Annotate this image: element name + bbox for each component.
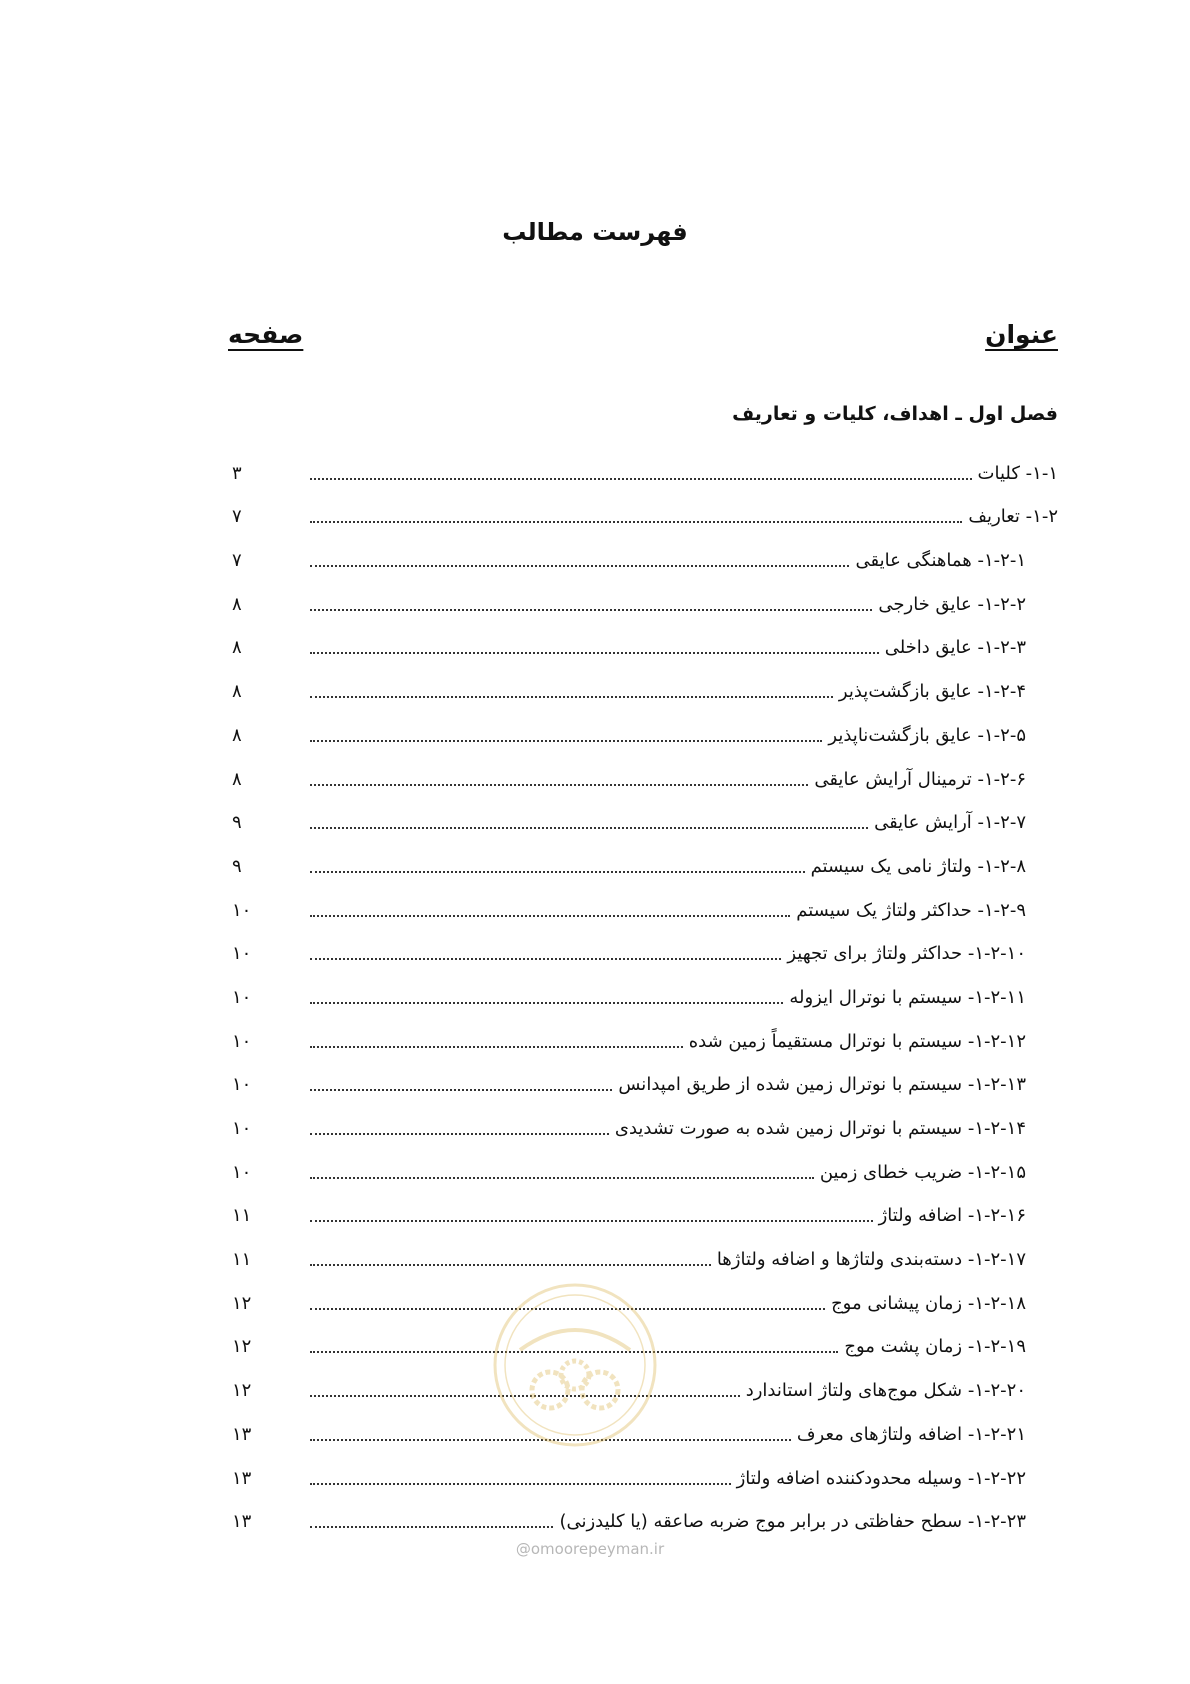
toc-entry[interactable] [228, 929, 1058, 973]
toc-entry[interactable] [228, 579, 1058, 623]
title-column-header: عنوان [985, 320, 1058, 349]
dot-leader [310, 696, 833, 698]
toc-page-number: ۷ [232, 506, 242, 528]
toc-entry[interactable] [228, 666, 1058, 710]
dot-leader [310, 652, 879, 654]
toc-entry[interactable] [228, 972, 1058, 1016]
toc-entry-title: ۱-۲-۹- حداکثر ولتاژ یک سیستم [796, 899, 1026, 921]
dot-leader [310, 1002, 783, 1004]
toc-entry-title: ۱-۲-۲۰- شکل موج‌های ولتاژ استاندارد [745, 1380, 1026, 1402]
toc-page-number: ۷ [232, 550, 242, 572]
toc-entry-title: ۱-۲-۱۵- ضریب خطای زمین [819, 1161, 1026, 1183]
dot-leader [310, 871, 805, 873]
toc-page-number: ۸ [232, 768, 242, 790]
dot-leader [310, 609, 872, 611]
toc-entry[interactable] [228, 710, 1058, 754]
dot-leader [310, 958, 781, 960]
toc-entry-title: ۱-۲-۲۲- وسیله محدودکننده اضافه ولتاژ [736, 1467, 1026, 1489]
dot-leader [310, 740, 822, 742]
toc-entry[interactable] [228, 885, 1058, 929]
toc-page-number: ۱۰ [232, 1030, 252, 1052]
toc-page-number: ۸ [232, 593, 242, 615]
toc-entry-title: ۱-۲-۲۱- اضافه ولتاژهای معرف [796, 1423, 1026, 1445]
toc-entry[interactable] [228, 535, 1058, 579]
dot-leader [310, 1220, 873, 1222]
dot-leader [310, 827, 868, 829]
toc-entry-title: ۱-۲-۲۳- سطح حفاظتی در برابر موج ضربه صاعقه (یا کلیدزنی) [559, 1511, 1026, 1533]
dot-leader [310, 1046, 683, 1048]
toc-page-number: ۱۳ [232, 1511, 252, 1533]
toc-entry[interactable] [228, 492, 1058, 536]
dot-leader [310, 1264, 711, 1266]
toc-page-number: ۱۰ [232, 1161, 252, 1183]
dot-leader [310, 1483, 731, 1485]
toc-entry-title: ۱-۲-۱۱- سیستم با نوترال ایزوله [789, 986, 1026, 1008]
toc-entry-title: ۱-۲-۱- هماهنگی عایقی [855, 550, 1026, 572]
toc-page-number: ۸ [232, 724, 242, 746]
toc-page-number: ۹ [232, 855, 242, 877]
toc-entry[interactable] [228, 1234, 1058, 1278]
toc-entry-title: ۱-۲-۸- ولتاژ نامی یک سیستم [810, 855, 1026, 877]
dot-leader [310, 521, 962, 523]
dot-leader [310, 1526, 553, 1528]
toc-entry-title: ۱-۲-۱۹- زمان پشت موج [844, 1336, 1026, 1358]
toc-entry[interactable] [228, 1191, 1058, 1235]
toc-entry-title: ۱-۲-۱۳- سیستم با نوترال زمین شده از طریق امپدانس [618, 1074, 1026, 1096]
toc-page-number: ۱۲ [232, 1292, 252, 1314]
toc-entry[interactable] [228, 754, 1058, 798]
dot-leader [310, 1133, 609, 1135]
toc-entry-title: ۱-۲-۲- عایق خارجی [878, 593, 1026, 615]
toc-entry-title: ۱-۲-۱۲- سیستم با نوترال مستقیماً زمین شده [688, 1030, 1026, 1052]
toc-entry[interactable] [228, 841, 1058, 885]
toc-page-number: ۳ [232, 462, 242, 484]
watermark-site: @omoorepeyman.ir [515, 1540, 665, 1558]
toc-entry-title: ۱-۲-۱۰- حداکثر ولتاژ برای تجهیز [787, 943, 1026, 965]
toc-page-number: ۹ [232, 812, 242, 834]
dot-leader [310, 1177, 814, 1179]
toc-entry-title: ۱-۲-۴- عایق بازگشت‌پذیر [838, 681, 1026, 703]
page-title: فهرست مطالب [502, 218, 688, 246]
toc-entry-title: ۱-۲-۱۸- زمان پیشانی موج [831, 1292, 1026, 1314]
toc-page-number: ۱۰ [232, 1074, 252, 1096]
watermark-logo [490, 1280, 660, 1450]
toc-entry[interactable] [228, 1016, 1058, 1060]
toc-entry-title: ۱-۲-۱۷- دسته‌بندی ولتاژها و اضافه ولتاژها [716, 1249, 1026, 1271]
toc-entry[interactable] [228, 623, 1058, 667]
toc-entry[interactable] [228, 1497, 1058, 1541]
toc-entry[interactable] [228, 448, 1058, 492]
toc-entry-title: ۱-۲-۱۴- سیستم با نوترال زمین شده به صورت تشدیدی [614, 1118, 1026, 1139]
toc-page-number: ۸ [232, 681, 242, 703]
page-column-header: صفحه [228, 320, 304, 349]
toc-entry-title: ۱-۲-۱۶- اضافه ولتاژ [878, 1205, 1026, 1227]
toc-entry[interactable] [228, 798, 1058, 842]
toc-page-number: ۱۱ [232, 1205, 252, 1227]
toc-entry-title: ۱-۲-۷- آرایش عایقی [874, 812, 1026, 834]
toc-entry-title: ۱-۲-۶- ترمینال آرایش عایقی [814, 768, 1026, 790]
dot-leader [310, 478, 972, 480]
toc-entry[interactable] [228, 1453, 1058, 1497]
toc-page-number: ۱۲ [232, 1380, 252, 1402]
toc-page-number: ۱۰ [232, 986, 252, 1008]
chapter-heading: فصل اول ـ اهداف، کلیات و تعاریف [732, 403, 1058, 425]
dot-leader [310, 1089, 612, 1091]
toc-page-number: ۱۳ [232, 1423, 252, 1445]
toc-entry[interactable] [228, 1103, 1058, 1147]
dot-leader [310, 565, 849, 567]
toc-page-number: ۱۰ [232, 1118, 252, 1139]
toc-page-number: ۱۲ [232, 1336, 252, 1358]
dot-leader [310, 915, 790, 917]
toc-page-number: ۱۰ [232, 899, 252, 921]
toc-entry[interactable] [228, 1060, 1058, 1104]
toc-entry-title: ۱-۲-۳- عایق داخلی [884, 637, 1026, 659]
dot-leader [310, 784, 808, 786]
toc-page-number: ۱۳ [232, 1467, 252, 1489]
toc-entry[interactable] [228, 1147, 1058, 1191]
toc-entry-title: ۱-۱- کلیات [977, 462, 1058, 484]
toc-entry-title: ۱-۲-۵- عایق بازگشت‌ناپذیر [828, 724, 1026, 746]
toc-page-number: ۱۰ [232, 943, 252, 965]
toc-entry-title: ۱-۲- تعاریف [968, 506, 1058, 528]
toc-page-number: ۸ [232, 637, 242, 659]
toc-page-number: ۱۱ [232, 1249, 252, 1271]
